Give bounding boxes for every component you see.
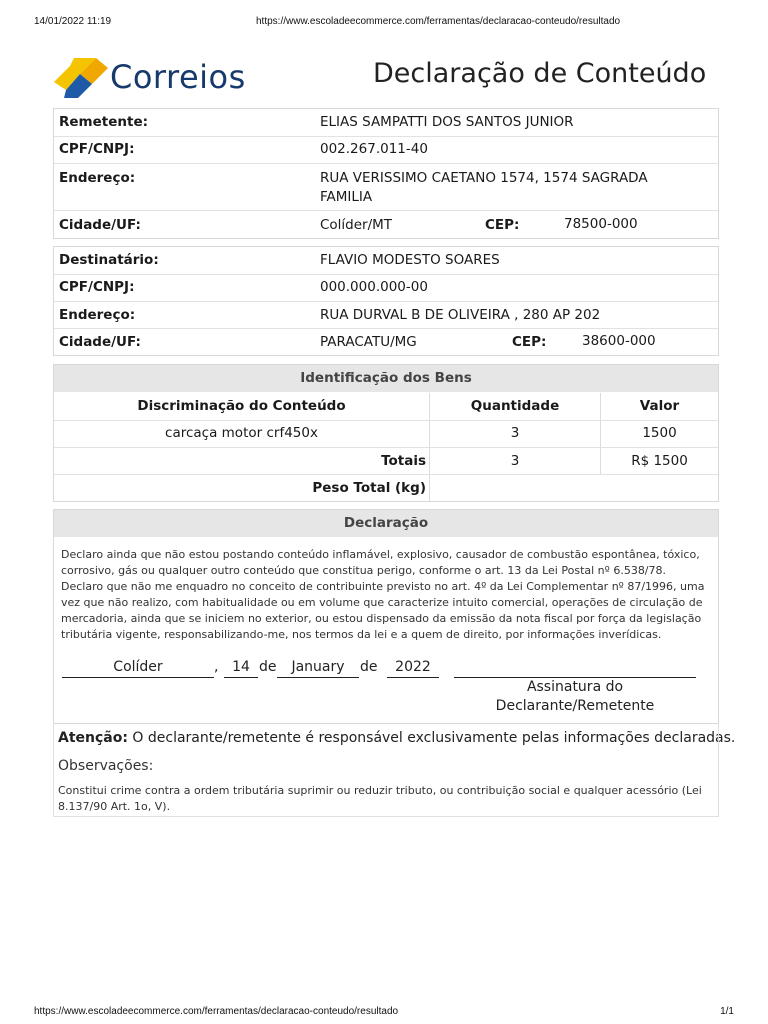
declaracao-ano: 2022 (395, 659, 431, 675)
remetente-endereco-line2: FAMILIA (320, 189, 373, 205)
remetente-endereco-label: Endereço: (59, 170, 136, 186)
destinatario-endereco: RUA DURVAL B DE OLIVEIRA , 280 AP 202 (320, 307, 601, 323)
totais-row (54, 448, 718, 475)
destinatario-row-nome (54, 247, 718, 275)
de-label-1: de (259, 659, 277, 675)
remetente-row-endereco (54, 164, 718, 211)
brand-name: Correios (110, 58, 246, 96)
remetente-cpf: 002.267.011-40 (320, 141, 428, 157)
bens-header-valor: Valor (639, 398, 680, 414)
bens-header-quantidade: Quantidade (470, 398, 560, 414)
peso-row (54, 475, 718, 501)
destinatario-cpf: 000.000.000-00 (320, 279, 428, 295)
remetente-row-nome (54, 109, 718, 137)
destinatario-label: Destinatário: (59, 252, 159, 268)
observacoes-title: Observações: (58, 758, 154, 774)
destinatario-row-cpf (54, 275, 718, 302)
assinatura-label-2: Declarante/Remetente (495, 698, 655, 714)
atencao-observacoes-box (53, 723, 719, 817)
print-url: https://www.escoladeecommerce.com/ferramentas/declaracao-conteudo/resultado (256, 16, 621, 27)
comma: , (214, 659, 219, 675)
declaracao-title: Declaração (54, 510, 718, 537)
bens-header-descricao: Discriminação do Conteúdo (137, 398, 346, 414)
table-row (54, 421, 718, 448)
remetente-endereco-line1: RUA VERISSIMO CAETANO 1574, 1574 SAGRADA (320, 170, 648, 186)
destinatario-cep-label: CEP: (512, 334, 547, 350)
remetente-cidade: Colíder/MT (320, 217, 393, 233)
item-quantidade: 3 (510, 425, 520, 441)
page-title: Declaração de Conteúdo (373, 58, 707, 89)
remetente-row-cpf (54, 137, 718, 164)
atencao-label: Atenção: (58, 730, 128, 746)
remetente-cep: 78500-000 (564, 216, 638, 232)
ano-line (387, 677, 439, 678)
correios-logo (52, 56, 262, 100)
print-datetime: 14/01/2022 11:19 (34, 16, 112, 27)
destinatario-section (53, 246, 719, 356)
mes-line (277, 677, 359, 678)
destinatario-cidade: PARACATU/MG (320, 334, 417, 350)
destinatario-row-cidade (54, 329, 718, 355)
remetente-nome: ELIAS SAMPATTI DOS SANTOS JUNIOR (320, 114, 574, 130)
remetente-row-cidade (54, 211, 718, 238)
remetente-section (53, 108, 719, 239)
assinatura-label-1: Assinatura do (526, 679, 624, 695)
declaracao-text: Declaro ainda que não estou postando conteúdo inflamável, explosivo, causador de combustão espontânea, tóxico, corrosivo, gás ou qualquer outro conteúdo que constitua perigo, conforme o art. 13 da Lei Postal nº 6.538/78. Declaro que não me enquadro no conceito de contribuinte previsto no art. 4º da Lei Complementar nº 87/1996, uma vez que não realizo, com habitualidade ou em volume que caracterize intuito comercial, operações de circulação de mercadoria, ainda que se iniciem no exterior, ou estou dispensado da emissão da nota fiscal por força da legislação tributária vigente, responsabilizando-me, nos termos da lei e a quem de direito, por informações inverídicas. (61, 548, 705, 641)
declaracao-section (53, 509, 719, 724)
remetente-label: Remetente: (59, 114, 149, 130)
destinatario-endereco-label: Endereço: (59, 307, 136, 323)
remetente-cpf-label: CPF/CNPJ: (59, 141, 135, 157)
destinatario-cpf-label: CPF/CNPJ: (59, 279, 135, 295)
destinatario-nome: FLAVIO MODESTO SOARES (320, 252, 500, 268)
declaracao-dia: 14 (232, 659, 250, 675)
peso-label: Peso Total (kg) (312, 480, 426, 496)
destinatario-row-endereco (54, 302, 718, 329)
correios-logo-icon (52, 56, 110, 100)
local-line (62, 677, 214, 678)
de-label-2: de (360, 659, 378, 675)
totais-valor: R$ 1500 (631, 453, 688, 469)
signature-line (454, 677, 696, 678)
item-descricao: carcaça motor crf450x (165, 425, 318, 441)
footer-url: https://www.escoladeecommerce.com/ferramentas/declaracao-conteudo/resultado (34, 1006, 399, 1017)
bens-header-row (54, 393, 718, 421)
bens-title: Identificação dos Bens (54, 365, 718, 392)
remetente-cidade-label: Cidade/UF: (59, 217, 141, 233)
totais-label: Totais (381, 453, 426, 469)
item-valor: 1500 (642, 425, 677, 441)
bens-section (53, 364, 719, 502)
dia-line (224, 677, 258, 678)
destinatario-cep: 38600-000 (582, 333, 656, 349)
totais-quantidade: 3 (510, 453, 520, 469)
declaracao-local: Colíder (113, 659, 163, 675)
page-number: 1/1 (720, 1006, 734, 1017)
remetente-cep-label: CEP: (485, 217, 520, 233)
destinatario-cidade-label: Cidade/UF: (59, 334, 141, 350)
declaracao-mes: January (291, 659, 345, 675)
atencao-text: O declarante/remetente é responsável exclusivamente pelas informações declaradas. (127, 730, 736, 746)
observacoes-text: Constitui crime contra a ordem tributária suprimir ou reduzir tributo, ou contribuição social e qualquer acessório (Lei 8.137/90 Art. 1o, V). (58, 784, 702, 813)
